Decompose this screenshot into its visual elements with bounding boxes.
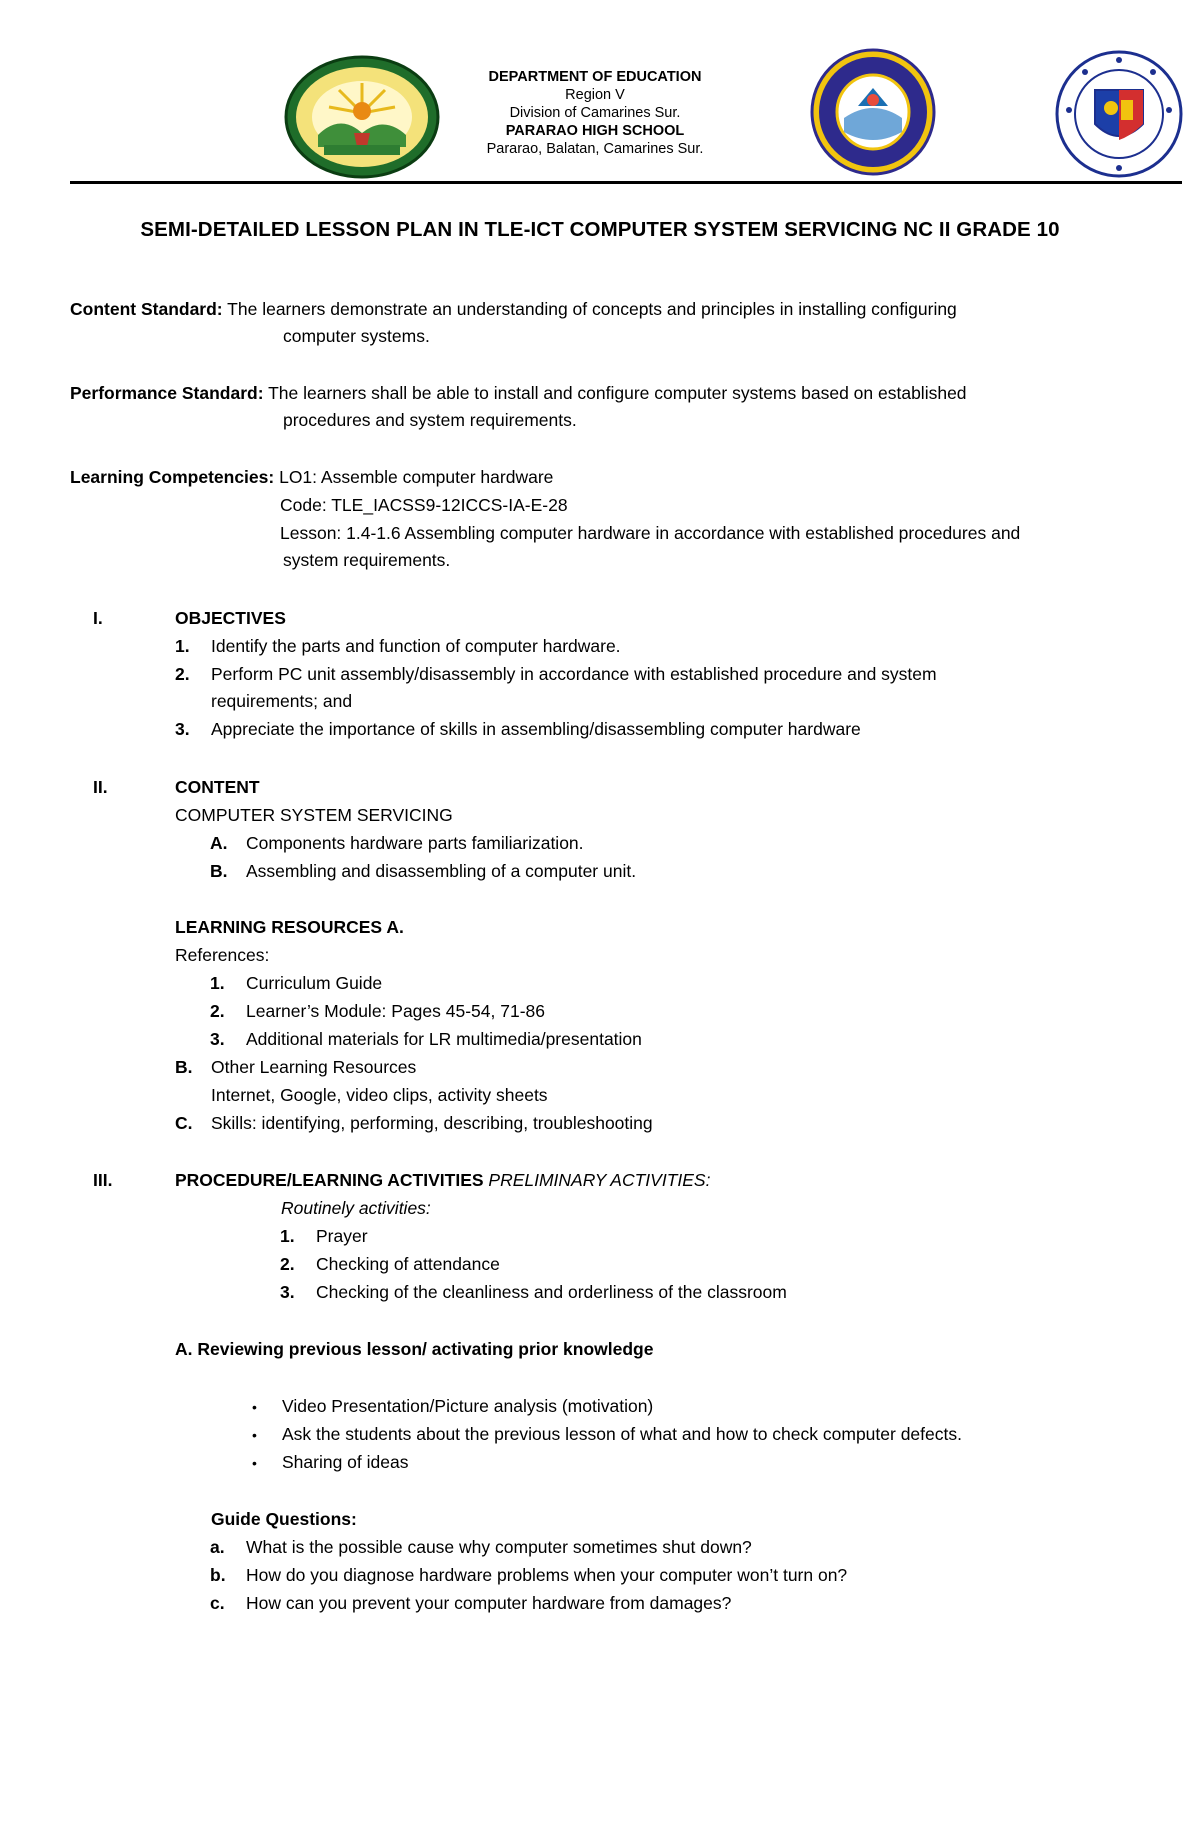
guide-question-text: How can you prevent your computer hardware from damages?	[246, 1593, 732, 1613]
procedure-title: PROCEDURE/LEARNING ACTIVITIES	[175, 1170, 489, 1190]
objectives-title: OBJECTIVES	[175, 608, 286, 628]
school-address: Pararao, Balatan, Camarines Sur.	[486, 141, 704, 157]
content-heading	[93, 775, 260, 799]
content-standard-continuation: computer systems.	[283, 326, 430, 346]
page-title: SEMI-DETAILED LESSON PLAN IN TLE-ICT COMPUTER SYSTEM SERVICING NC II GRADE 10	[140, 218, 1060, 241]
content-item	[210, 831, 584, 855]
guide-question	[210, 1563, 847, 1587]
performance-standard-line	[70, 381, 967, 405]
objectives-heading	[93, 606, 286, 630]
guide-question-letter: c.	[210, 1593, 225, 1613]
content-item-letter: A.	[210, 833, 228, 853]
routine-text: Checking of attendance	[316, 1254, 500, 1274]
objective-item	[175, 662, 937, 686]
routine-item	[280, 1224, 368, 1248]
activity-bullet-text: Sharing of ideas	[282, 1452, 409, 1472]
procedure-numeral: III.	[93, 1170, 113, 1190]
guide-question-letter: b.	[210, 1565, 226, 1585]
objective-number: 1.	[175, 636, 190, 656]
bullet-icon: •	[252, 1399, 257, 1415]
content-item-text: Assembling and disassembling of a computer unit.	[246, 861, 637, 881]
bullet-icon: •	[252, 1455, 257, 1471]
learning-resources-heading: LEARNING RESOURCES A.	[175, 917, 404, 937]
content-numeral: II.	[93, 777, 108, 797]
routine-number: 1.	[280, 1226, 295, 1246]
preliminary-activities-label: PRELIMINARY ACTIVITIES:	[488, 1170, 711, 1190]
objective-number: 2.	[175, 664, 190, 684]
skills-letter: C.	[175, 1113, 193, 1133]
content-subject: COMPUTER SYSTEM SERVICING	[175, 805, 453, 825]
guide-question-text: How do you diagnose hardware problems when your computer won’t turn on?	[246, 1565, 848, 1585]
objective-text: Perform PC unit assembly/disassembly in accordance with established procedure and system	[211, 664, 937, 684]
reference-text: Curriculum Guide	[246, 973, 383, 993]
other-resources-line	[175, 1055, 416, 1079]
routine-activities-label: Routinely activities:	[281, 1198, 431, 1218]
header-rule	[70, 181, 1182, 184]
objective-continuation: requirements; and	[211, 691, 353, 711]
activity-bullet-text: Video Presentation/Picture analysis (motivation)	[282, 1396, 654, 1416]
content-standard-label: Content Standard:	[70, 299, 223, 319]
objective-text: Appreciate the importance of skills in assembling/disassembling computer hardware	[211, 719, 861, 739]
division-name: Division of Camarines Sur.	[509, 105, 681, 121]
department-name: DEPARTMENT OF EDUCATION	[488, 69, 702, 85]
content-title: CONTENT	[175, 777, 260, 797]
other-resources-letter: B.	[175, 1057, 193, 1077]
content-standard-line	[70, 297, 957, 321]
reference-text: Additional materials for LR multimedia/presentation	[246, 1029, 642, 1049]
reference-number: 2.	[210, 1001, 225, 1021]
activity-bullet-item	[252, 1422, 962, 1447]
performance-standard-label: Performance Standard:	[70, 383, 264, 403]
reference-text: Learner’s Module: Pages 45-54, 71-86	[246, 1001, 545, 1021]
performance-standard-continuation: procedures and system requirements.	[283, 410, 577, 430]
other-resources-items: Internet, Google, video clips, activity sheets	[211, 1085, 548, 1105]
routine-text: Checking of the cleanliness and orderliness of the classroom	[316, 1282, 787, 1302]
letterhead	[440, 68, 750, 158]
procedure-heading	[93, 1168, 710, 1192]
pararao-high-school-logo	[810, 48, 936, 176]
routine-item	[280, 1252, 500, 1276]
guide-question-text: What is the possible cause why computer sometimes shut down?	[246, 1537, 752, 1557]
learning-competencies-lo: LO1: Assemble computer hardware	[274, 467, 554, 487]
guide-question-letter: a.	[210, 1537, 225, 1557]
objective-item	[175, 717, 861, 741]
content-item-text: Components hardware parts familiarization.	[246, 833, 584, 853]
competency-code: Code: TLE_IACSS9-12ICCS-IA-E-28	[280, 495, 568, 515]
objective-text: Identify the parts and function of computer hardware.	[211, 636, 621, 656]
activity-bullet-text: Ask the students about the previous lesson of what and how to check computer defects.	[282, 1424, 962, 1444]
municipal-seal-logo	[284, 55, 440, 179]
reference-item	[210, 1027, 642, 1051]
guide-question	[210, 1591, 731, 1615]
competency-lesson-continuation: system requirements.	[283, 550, 451, 570]
objective-item	[175, 634, 621, 658]
reviewing-previous-lesson-heading: A. Reviewing previous lesson/ activating prior knowledge	[175, 1339, 654, 1359]
skills-text: Skills: identifying, performing, describing, troubleshooting	[211, 1113, 653, 1133]
routine-item	[280, 1280, 787, 1304]
learning-competencies-line	[70, 465, 553, 489]
skills-line	[175, 1111, 653, 1135]
reference-number: 3.	[210, 1029, 225, 1049]
school-name: PARARAO HIGH SCHOOL	[505, 123, 685, 139]
objective-number: 3.	[175, 719, 190, 739]
other-resources-text: Other Learning Resources	[211, 1057, 417, 1077]
deped-kagawaran-ng-edukasyon-seal	[1055, 50, 1183, 178]
objectives-numeral: I.	[93, 608, 103, 628]
reference-item	[210, 999, 545, 1023]
guide-question	[210, 1535, 752, 1559]
routine-number: 2.	[280, 1254, 295, 1274]
content-standard-text: The learners demonstrate an understanding of concepts and principles in installing configuring	[222, 299, 957, 319]
region-name: Region V	[565, 87, 625, 103]
content-item	[210, 859, 636, 883]
activity-bullet-item	[252, 1450, 408, 1475]
references-label: References:	[175, 945, 270, 965]
content-item-letter: B.	[210, 861, 228, 881]
routine-text: Prayer	[316, 1226, 368, 1246]
reference-number: 1.	[210, 973, 225, 993]
activity-bullet-item	[252, 1394, 653, 1419]
guide-questions-heading: Guide Questions:	[211, 1509, 357, 1529]
competency-lesson: Lesson: 1.4-1.6 Assembling computer hardware in accordance with established procedures and	[280, 523, 1021, 543]
bullet-icon: •	[252, 1427, 257, 1443]
learning-competencies-label: Learning Competencies:	[70, 467, 275, 487]
reference-item	[210, 971, 382, 995]
performance-standard-text: The learners shall be able to install and configure computer systems based on established	[263, 383, 967, 403]
routine-number: 3.	[280, 1282, 295, 1302]
